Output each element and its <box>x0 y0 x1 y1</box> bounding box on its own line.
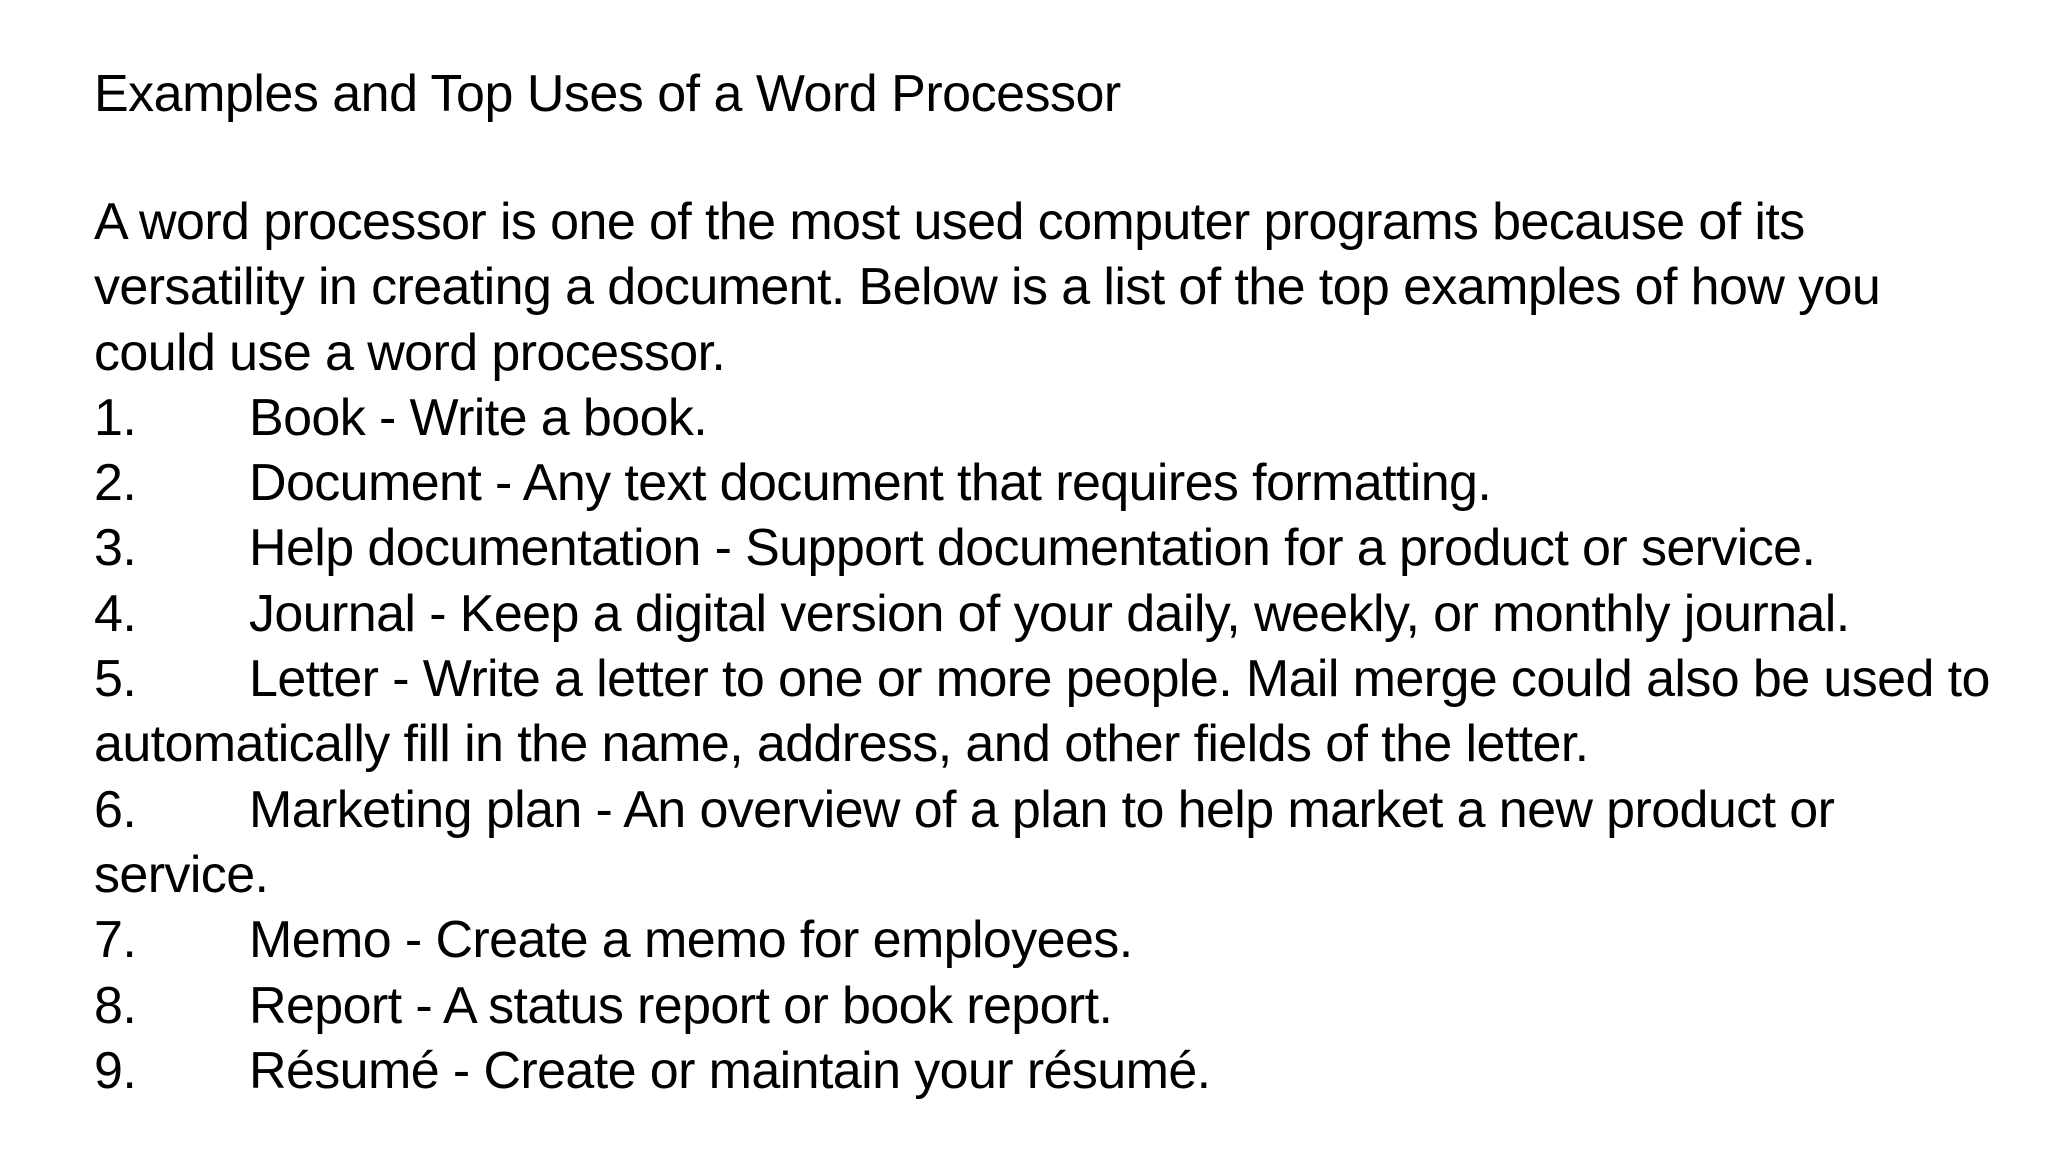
list-item-number: 9. <box>94 1041 137 1100</box>
list-item <box>94 974 2014 1039</box>
list-item-text: Book - Write a book. <box>249 388 708 447</box>
list-item <box>94 582 2014 647</box>
list-item-text: Letter - Write a letter to one or more people. Mail merge could also be used to automatically fill in the name, address, and other fields of the letter. <box>94 650 1990 774</box>
list-item-number: 8. <box>94 976 137 1035</box>
slide-body <box>94 190 2014 1104</box>
list-item-text: Help documentation - Support documentation for a product or service. <box>249 519 1816 578</box>
list-item-number: 4. <box>94 584 137 643</box>
list-item <box>94 778 2014 909</box>
list-item-number: 1. <box>94 388 137 447</box>
intro-paragraph: A word processor is one of the most used computer programs because of its versatility in creating a document. Below is a list of the top examples of how you could use a word processor. <box>94 193 1881 382</box>
list-item-text: Document - Any text document that requires formatting. <box>249 454 1492 513</box>
list-item <box>94 1039 2014 1104</box>
list-item-text: Résumé - Create or maintain your résumé. <box>249 1041 1211 1100</box>
list-item <box>94 386 2014 451</box>
list-item-text: Journal - Keep a digital version of your daily, weekly, or monthly journal. <box>249 584 1850 643</box>
list-item-number: 3. <box>94 519 137 578</box>
list-item-number: 6. <box>94 780 137 839</box>
list-item-text: Memo - Create a memo for employees. <box>249 911 1133 970</box>
uses-list <box>94 386 2014 1104</box>
list-item <box>94 908 2014 973</box>
list-item <box>94 516 2014 581</box>
list-item-number: 5. <box>94 650 137 709</box>
slide-title: Examples and Top Uses of a Word Processor <box>94 65 1121 123</box>
list-item-number: 7. <box>94 911 137 970</box>
list-item-text: Report - A status report or book report. <box>249 976 1113 1035</box>
list-item <box>94 647 2014 778</box>
list-item <box>94 451 2014 516</box>
list-item-number: 2. <box>94 454 137 513</box>
list-item-text: Marketing plan - An overview of a plan to help market a new product or service. <box>94 780 1835 904</box>
